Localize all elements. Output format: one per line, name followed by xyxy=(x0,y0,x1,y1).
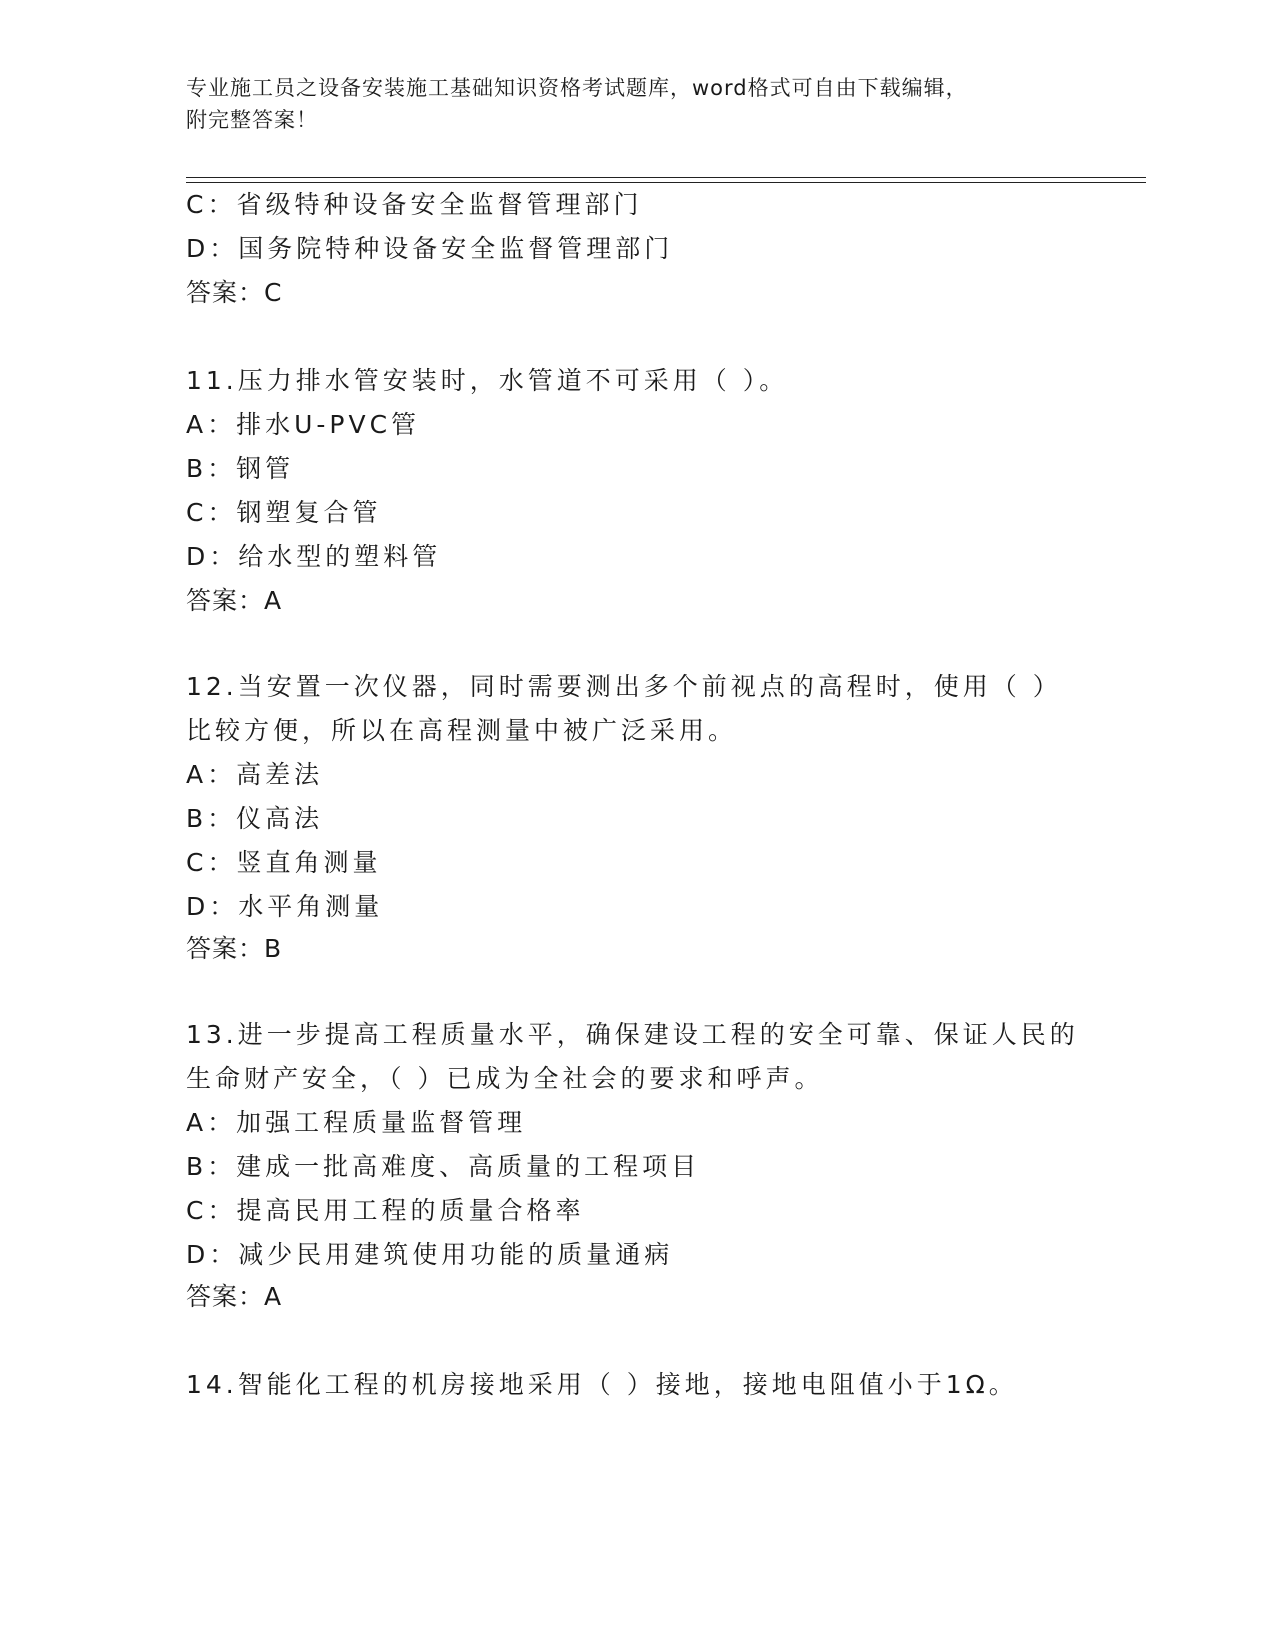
header-line-1: 专业施工员之设备安装施工基础知识资格考试题库，word格式可自由下载编辑， xyxy=(186,76,968,100)
q13-option-b: B：建成一批高难度、高质量的工程项目 xyxy=(186,1152,701,1181)
q12-option-a: A：高差法 xyxy=(186,760,324,789)
header-line-2: 附完整答案！ xyxy=(186,108,318,132)
q14-stem: 14.智能化工程的机房接地采用（ ）接地，接地电阻值小于1Ω。 xyxy=(186,1370,1018,1399)
q10-answer: 答案：C xyxy=(186,278,283,307)
q10-option-c: C：省级特种设备安全监督管理部门 xyxy=(186,190,643,219)
q12-stem-line-1: 12.当安置一次仪器，同时需要测出多个前视点的高程时，使用（ ） xyxy=(186,672,1062,701)
q12-stem-line-2: 比较方便，所以在高程测量中被广泛采用。 xyxy=(186,716,738,745)
q13-stem-line-1: 13.进一步提高工程质量水平，确保建设工程的安全可靠、保证人民的 xyxy=(186,1020,1079,1049)
q12-answer: 答案：B xyxy=(186,934,283,963)
q11-option-c: C：钢塑复合管 xyxy=(186,498,382,527)
q13-option-a: A：加强工程质量监督管理 xyxy=(186,1108,527,1137)
q11-answer: 答案：A xyxy=(186,586,283,615)
q11-option-a: A：排水U-PVC管 xyxy=(186,410,421,439)
q12-option-b: B：仪高法 xyxy=(186,804,324,833)
document-header xyxy=(186,72,1086,136)
header-divider-top xyxy=(186,177,1146,178)
q13-option-c: C：提高民用工程的质量合格率 xyxy=(186,1196,585,1225)
header-divider-bottom xyxy=(186,182,1146,183)
q13-stem-line-2: 生命财产安全，（ ）已成为全社会的要求和呼声。 xyxy=(186,1064,824,1093)
q13-option-d: D：减少民用建筑使用功能的质量通病 xyxy=(186,1240,674,1269)
q11-stem: 11.压力排水管安装时，水管道不可采用（ ）。 xyxy=(186,366,789,395)
q12-option-d: D：水平角测量 xyxy=(186,892,384,921)
q11-option-d: D：给水型的塑料管 xyxy=(186,542,442,571)
q11-option-b: B：钢管 xyxy=(186,454,295,483)
q13-answer: 答案：A xyxy=(186,1282,283,1311)
q10-option-d: D：国务院特种设备安全监督管理部门 xyxy=(186,234,674,263)
q12-option-c: C：竖直角测量 xyxy=(186,848,382,877)
